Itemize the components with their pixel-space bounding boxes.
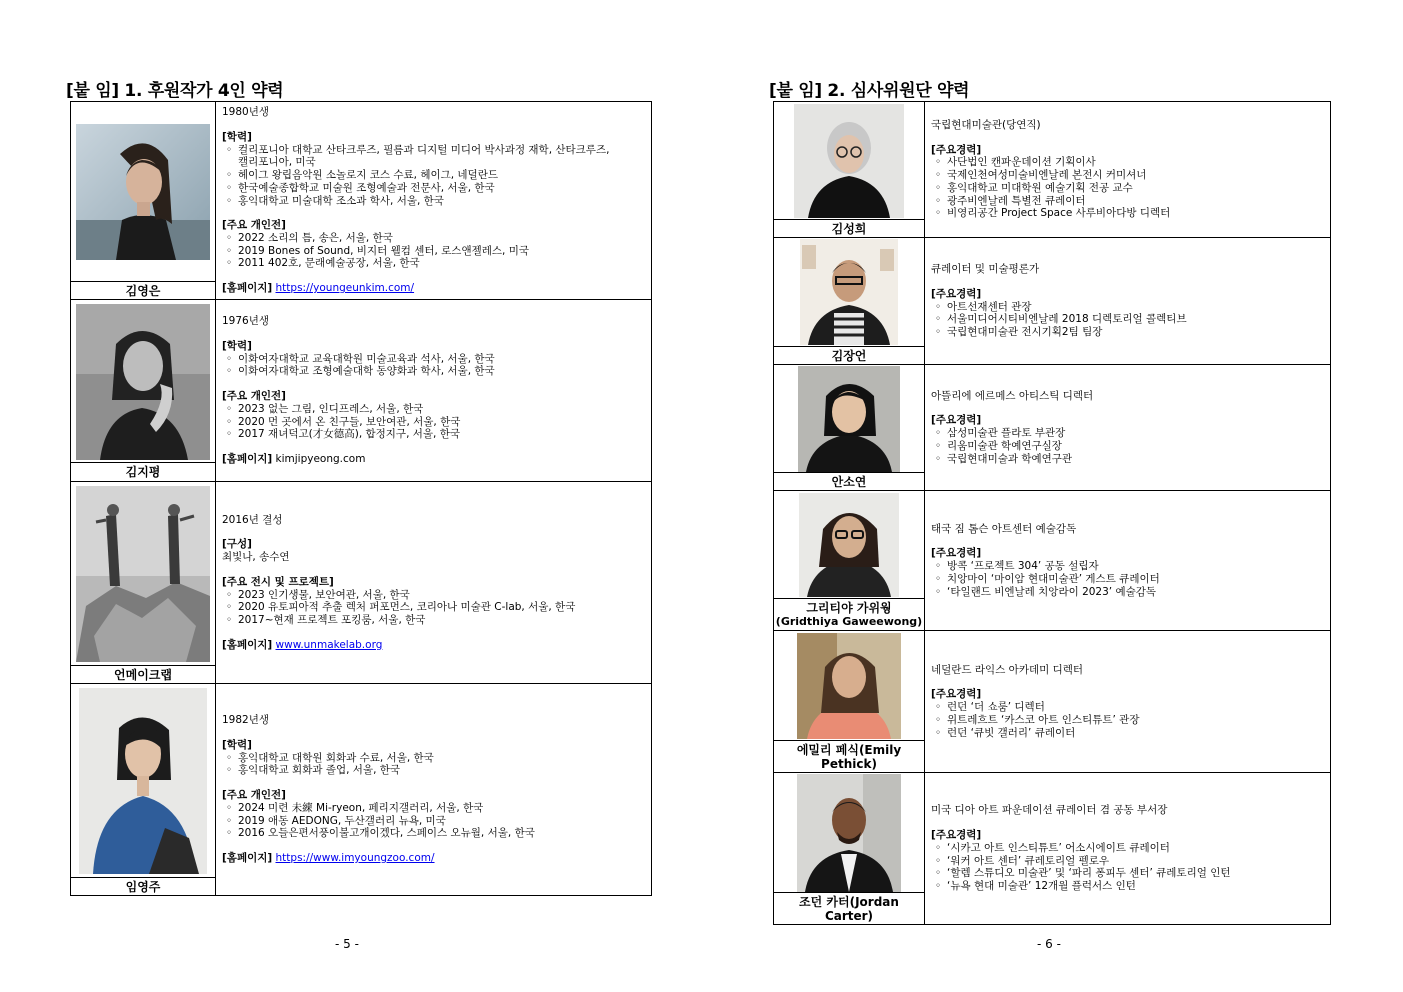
- list-item: ◦ 런던 ‘큐빗 갤러리’ 큐레이터: [935, 726, 1076, 739]
- section-title: [주요경력]: [931, 688, 982, 701]
- list-item: ◦ 2023 없는 그림, 인디프레스, 서울, 한국: [226, 402, 424, 415]
- list-item: ◦ 광주비엔날레 특별전 큐레이터: [935, 194, 1086, 207]
- list-item: ◦ 위트레흐트 ‘카스코 아트 인스티튜트’ 관장: [935, 713, 1140, 726]
- photo-cell: [774, 773, 925, 925]
- table-row: [774, 365, 1331, 491]
- juror-photo-emily-pethick: [797, 633, 901, 739]
- birth-year: 1982년생: [222, 714, 270, 727]
- bullet-icon: ◦: [935, 326, 942, 339]
- list-item: ◦ 홍익대학교 미대학원 예술기획 전공 교수: [935, 181, 1133, 194]
- photo-cell: [774, 102, 925, 238]
- juror-info: [925, 102, 1331, 238]
- right-page-heading: [붙 임] 2. 심사위원단 약력: [769, 81, 970, 101]
- bullet-icon: ◦: [226, 814, 233, 827]
- bullet-icon: ◦: [226, 613, 233, 626]
- bullet-icon: ◦: [226, 801, 233, 814]
- bullet-icon: ◦: [226, 352, 233, 365]
- juror-info: [925, 631, 1331, 773]
- artist-name: 언메이크랩: [71, 665, 215, 683]
- list-item: ◦ 2019 애동 AEDONG, 두산갤러리 뉴욕, 미국: [226, 814, 446, 827]
- list-item: ◦ 2017~현재 프로젝트 포킹룸, 서울, 한국: [226, 613, 426, 626]
- section-title: [학력]: [222, 739, 252, 752]
- birth-year: 1976년생: [222, 315, 270, 328]
- table-row: [71, 102, 652, 300]
- bullet-icon: ◦: [935, 207, 942, 220]
- section-title: [주요 개인전]: [222, 219, 286, 232]
- list-item: ◦ 이화여자대학교 조형예술대학 동양화과 학사, 서울, 한국: [226, 365, 495, 378]
- page-number: - 5 -: [335, 937, 359, 951]
- bullet-icon: ◦: [935, 572, 942, 585]
- list-item: ◦ 2023 인기생물, 보안여관, 서울, 한국: [226, 588, 410, 601]
- bullet-icon: ◦: [226, 827, 233, 840]
- list-item: ◦ 비영리공간 Project Space 사루비아다방 디렉터: [935, 207, 1171, 220]
- bullet-icon: ◦: [935, 585, 942, 598]
- list-item: ◦ 2024 미련 未練 Mi-ryeon, 페리지갤러리, 서울, 한국: [226, 801, 484, 814]
- bullet-icon: ◦: [226, 231, 233, 244]
- homepage-row: [홈페이지] https://www.imyoungzoo.com/: [222, 851, 435, 864]
- photo-cell: [71, 102, 216, 300]
- table-row: [774, 102, 1331, 238]
- bullet-icon: ◦: [935, 701, 942, 714]
- homepage-text: kimjipyeong.com: [275, 452, 366, 465]
- juror-position: 네덜란드 라익스 아카데미 디렉터: [931, 663, 1084, 676]
- artist-photo-unmakelab: [76, 486, 210, 662]
- bullet-icon: ◦: [226, 169, 233, 182]
- bullet-icon: ◦: [935, 879, 942, 892]
- bullet-icon: ◦: [935, 854, 942, 867]
- juror-photo-kim-sunghee: [794, 104, 904, 218]
- table-row: [774, 773, 1331, 925]
- juror-position: 미국 디아 아트 파운데이션 큐레이터 겸 공동 부서장: [931, 804, 1168, 817]
- juror-name: 에밀리 페식(Emily Pethick): [774, 740, 924, 772]
- bullet-icon: ◦: [935, 181, 942, 194]
- bullet-icon: ◦: [935, 560, 942, 573]
- juror-name-english: (Gridthiya Gaweewong): [775, 615, 923, 628]
- juror-position: 아뜰리에 에르메스 아티스틱 디렉터: [931, 389, 1094, 402]
- artist-info: [216, 482, 652, 684]
- list-item: ◦ ‘뉴욕 현대 미술관’ 12개월 플럭서스 인턴: [935, 879, 1136, 892]
- juror-info: [925, 238, 1331, 365]
- artist-info: [216, 300, 652, 482]
- section-title: [학력]: [222, 340, 252, 353]
- juror-photo-gridthiya-gaweewong: [799, 493, 899, 597]
- section-title: [주요경력]: [931, 287, 982, 300]
- list-item: ◦ 한국예술종합학교 미술원 조형예술과 전문사, 서울, 한국: [226, 181, 495, 194]
- bullet-icon: ◦: [935, 439, 942, 452]
- list-item: ◦ 국제인천여성미술비엔날레 본전시 커미셔너: [935, 169, 1147, 182]
- members-text: 최빛나, 송수연: [222, 551, 290, 564]
- list-item: ◦ 치앙마이 ‘마이암 현대미술관’ 게스트 큐레이터: [935, 572, 1160, 585]
- list-item: ◦ 2019 Bones of Sound, 비지터 웰컴 센터, 로스앤젤레스, 미국: [226, 244, 529, 257]
- bullet-icon: ◦: [226, 764, 233, 777]
- section-title: [주요경력]: [931, 547, 982, 560]
- artist-info: [216, 684, 652, 896]
- list-item: ◦ 컬리포니아 대학교 산타크루즈, 필름과 디지털 미디어 박사과정 재학, 산타크루즈,: [226, 143, 610, 156]
- photo-cell: [774, 631, 925, 773]
- list-item: ◦ 2022 소리의 틈, 송은, 서울, 한국: [226, 231, 393, 244]
- list-item: ◦ 2017 재녀덕고(才女德高), 합정지구, 서울, 한국: [226, 428, 460, 441]
- juror-photo-ahn-soyeon: [798, 366, 900, 472]
- homepage-row: [홈페이지] https://youngeunkim.com/: [222, 282, 415, 295]
- juror-photo-jordan-carter: [797, 774, 901, 892]
- bullet-icon: ◦: [226, 194, 233, 207]
- section-title: [학력]: [222, 130, 252, 143]
- list-item: ◦ 리움미술관 학예연구실장: [935, 439, 1062, 452]
- section-title: [주요경력]: [931, 414, 982, 427]
- artist-photo-kim-jipyeong: [76, 304, 210, 460]
- left-page-heading: [붙 임] 1. 후원작가 4인 약력: [66, 81, 284, 101]
- bullet-icon: ◦: [935, 713, 942, 726]
- bullet-icon: ◦: [226, 601, 233, 614]
- list-item: ◦ 홍익대학교 미술대학 조소과 학사, 서울, 한국: [226, 194, 444, 207]
- juror-info: [925, 491, 1331, 631]
- section-title: [구성]: [222, 538, 252, 551]
- photo-cell: [774, 238, 925, 365]
- list-item: ◦ 홍익대학교 대학원 회화과 수료, 서울, 한국: [226, 751, 434, 764]
- bullet-icon: ◦: [935, 169, 942, 182]
- photo-cell: [71, 300, 216, 482]
- founded-year: 2016년 결성: [222, 513, 283, 526]
- list-item: ◦ 2016 오들은편서풍이불고개이겠다, 스페이스 오뉴월, 서울, 한국: [226, 827, 535, 840]
- list-item: ◦ 홍익대학교 회화과 졸업, 서울, 한국: [226, 764, 401, 777]
- list-item: ◦ 이화여자대학교 교육대학원 미술교육과 석사, 서울, 한국: [226, 352, 495, 365]
- juror-name: [774, 598, 924, 630]
- bullet-icon: ◦: [226, 181, 233, 194]
- artist-name: 김영은: [71, 281, 215, 299]
- juror-name: 김성희: [774, 219, 924, 237]
- bullet-icon: ◦: [226, 244, 233, 257]
- table-row: [71, 482, 652, 684]
- bullet-icon: ◦: [935, 427, 942, 440]
- list-item: ◦ 국립현대미술과 학예연구관: [935, 452, 1073, 465]
- bullet-icon: ◦: [935, 452, 942, 465]
- table-row: [71, 684, 652, 896]
- section-title: [주요 개인전]: [222, 789, 286, 802]
- juror-name: 조던 카터(Jordan Carter): [774, 892, 924, 924]
- photo-cell: [774, 491, 925, 631]
- artist-photo-kim-youngeun: [76, 124, 210, 260]
- list-item: ◦ 사단법인 캔파운데이션 기획이사: [935, 156, 1096, 169]
- bullet-icon: ◦: [226, 751, 233, 764]
- homepage-link[interactable]: https://www.imyoungzoo.com/: [275, 851, 435, 864]
- table-row: [774, 238, 1331, 365]
- artist-bio-table: [70, 101, 652, 896]
- homepage-row: [홈페이지] www.unmakelab.org: [222, 638, 383, 651]
- juror-info: [925, 773, 1331, 925]
- birth-year: 1980년생: [222, 106, 270, 119]
- bullet-icon: ◦: [935, 156, 942, 169]
- list-item: ◦ ‘할렘 스튜디오 미술관’ 및 ‘파리 퐁피두 센터’ 큐레토리얼 인턴: [935, 867, 1231, 880]
- section-title: [주요 전시 및 프로젝트]: [222, 575, 334, 588]
- list-item: ◦ 국립현대미술관 전시기획2팀 팀장: [935, 326, 1103, 339]
- list-item: ◦ 2020 유토피아적 추출 렉처 퍼포먼스, 코리아나 미술관 C-lab, 서울, 한국: [226, 601, 576, 614]
- artist-name: 김지평: [71, 462, 215, 480]
- bullet-icon: ◦: [935, 726, 942, 739]
- bullet-icon: ◦: [226, 415, 233, 428]
- list-item: ◦ 서울미디어시티비엔날레 2018 디렉토리얼 콜렉티브: [935, 313, 1187, 326]
- bullet-icon: ◦: [935, 313, 942, 326]
- juror-name: 안소연: [774, 472, 924, 490]
- homepage-row: [홈페이지] kimjipyeong.com: [222, 452, 366, 465]
- bullet-icon: ◦: [226, 588, 233, 601]
- bullet-icon: ◦: [226, 143, 233, 156]
- photo-cell: [774, 365, 925, 491]
- juror-name-korean: 그리티야 가위웡: [806, 601, 892, 615]
- homepage-link[interactable]: www.unmakelab.org: [275, 638, 383, 651]
- bullet-icon: ◦: [935, 300, 942, 313]
- list-item: ◦ ‘타일랜드 비엔날레 치앙라이 2023’ 예술감독: [935, 585, 1157, 598]
- artist-info: [216, 102, 652, 300]
- artist-photo-im-youngzoo: [79, 688, 207, 874]
- section-title: [주요경력]: [931, 143, 982, 156]
- bullet-icon: ◦: [226, 428, 233, 441]
- list-item: ◦ ‘시카고 아트 인스티튜트’ 어소시에이트 큐레이터: [935, 841, 1170, 854]
- juror-bio-table: [773, 101, 1331, 925]
- homepage-link[interactable]: https://youngeunkim.com/: [275, 282, 415, 295]
- bullet-icon: ◦: [935, 194, 942, 207]
- bullet-icon: ◦: [226, 257, 233, 270]
- list-item: ◦ 2020 먼 곳에서 온 친구들, 보안여관, 서울, 한국: [226, 415, 461, 428]
- list-item: ◦ ‘워커 아트 센터’ 큐레토리얼 펠로우: [935, 854, 1110, 867]
- list-item: ◦ 아트선재센터 관장: [935, 300, 1032, 313]
- section-title: [주요 개인전]: [222, 390, 286, 403]
- bullet-icon: ◦: [935, 841, 942, 854]
- photo-cell: [71, 482, 216, 684]
- list-item: ◦ 삼성미술관 플라토 부관장: [935, 427, 1066, 440]
- bullet-icon: ◦: [226, 365, 233, 378]
- juror-position: 큐레이터 및 미술평론가: [931, 263, 1040, 276]
- table-row: [71, 300, 652, 482]
- list-item: ◦ 런던 ‘더 쇼룸’ 디렉터: [935, 701, 1045, 714]
- juror-position: 국립현대미술관(당연직): [931, 119, 1041, 132]
- juror-position: 태국 짐 톰슨 아트센터 예술감독: [931, 522, 1077, 535]
- table-row: [774, 491, 1331, 631]
- section-title: [주요경력]: [931, 829, 982, 842]
- list-item-continuation: 캘리포니아, 미국: [238, 156, 316, 169]
- list-item: ◦ 헤이그 왕립음악원 소놀로지 코스 수료, 헤이그, 네덜란드: [226, 169, 498, 182]
- page-number: - 6 -: [1037, 937, 1061, 951]
- list-item: ◦ 2011 402호, 문래예술공장, 서울, 한국: [226, 257, 420, 270]
- table-row: [774, 631, 1331, 773]
- juror-photo-kim-jangeon: [800, 239, 898, 345]
- juror-info: [925, 365, 1331, 491]
- photo-cell: [71, 684, 216, 896]
- list-item: ◦ 방콕 ‘프로젝트 304’ 공동 설립자: [935, 560, 1099, 573]
- juror-name: 김장언: [774, 346, 924, 364]
- bullet-icon: ◦: [935, 867, 942, 880]
- bullet-icon: ◦: [226, 402, 233, 415]
- artist-name: 임영주: [71, 877, 215, 895]
